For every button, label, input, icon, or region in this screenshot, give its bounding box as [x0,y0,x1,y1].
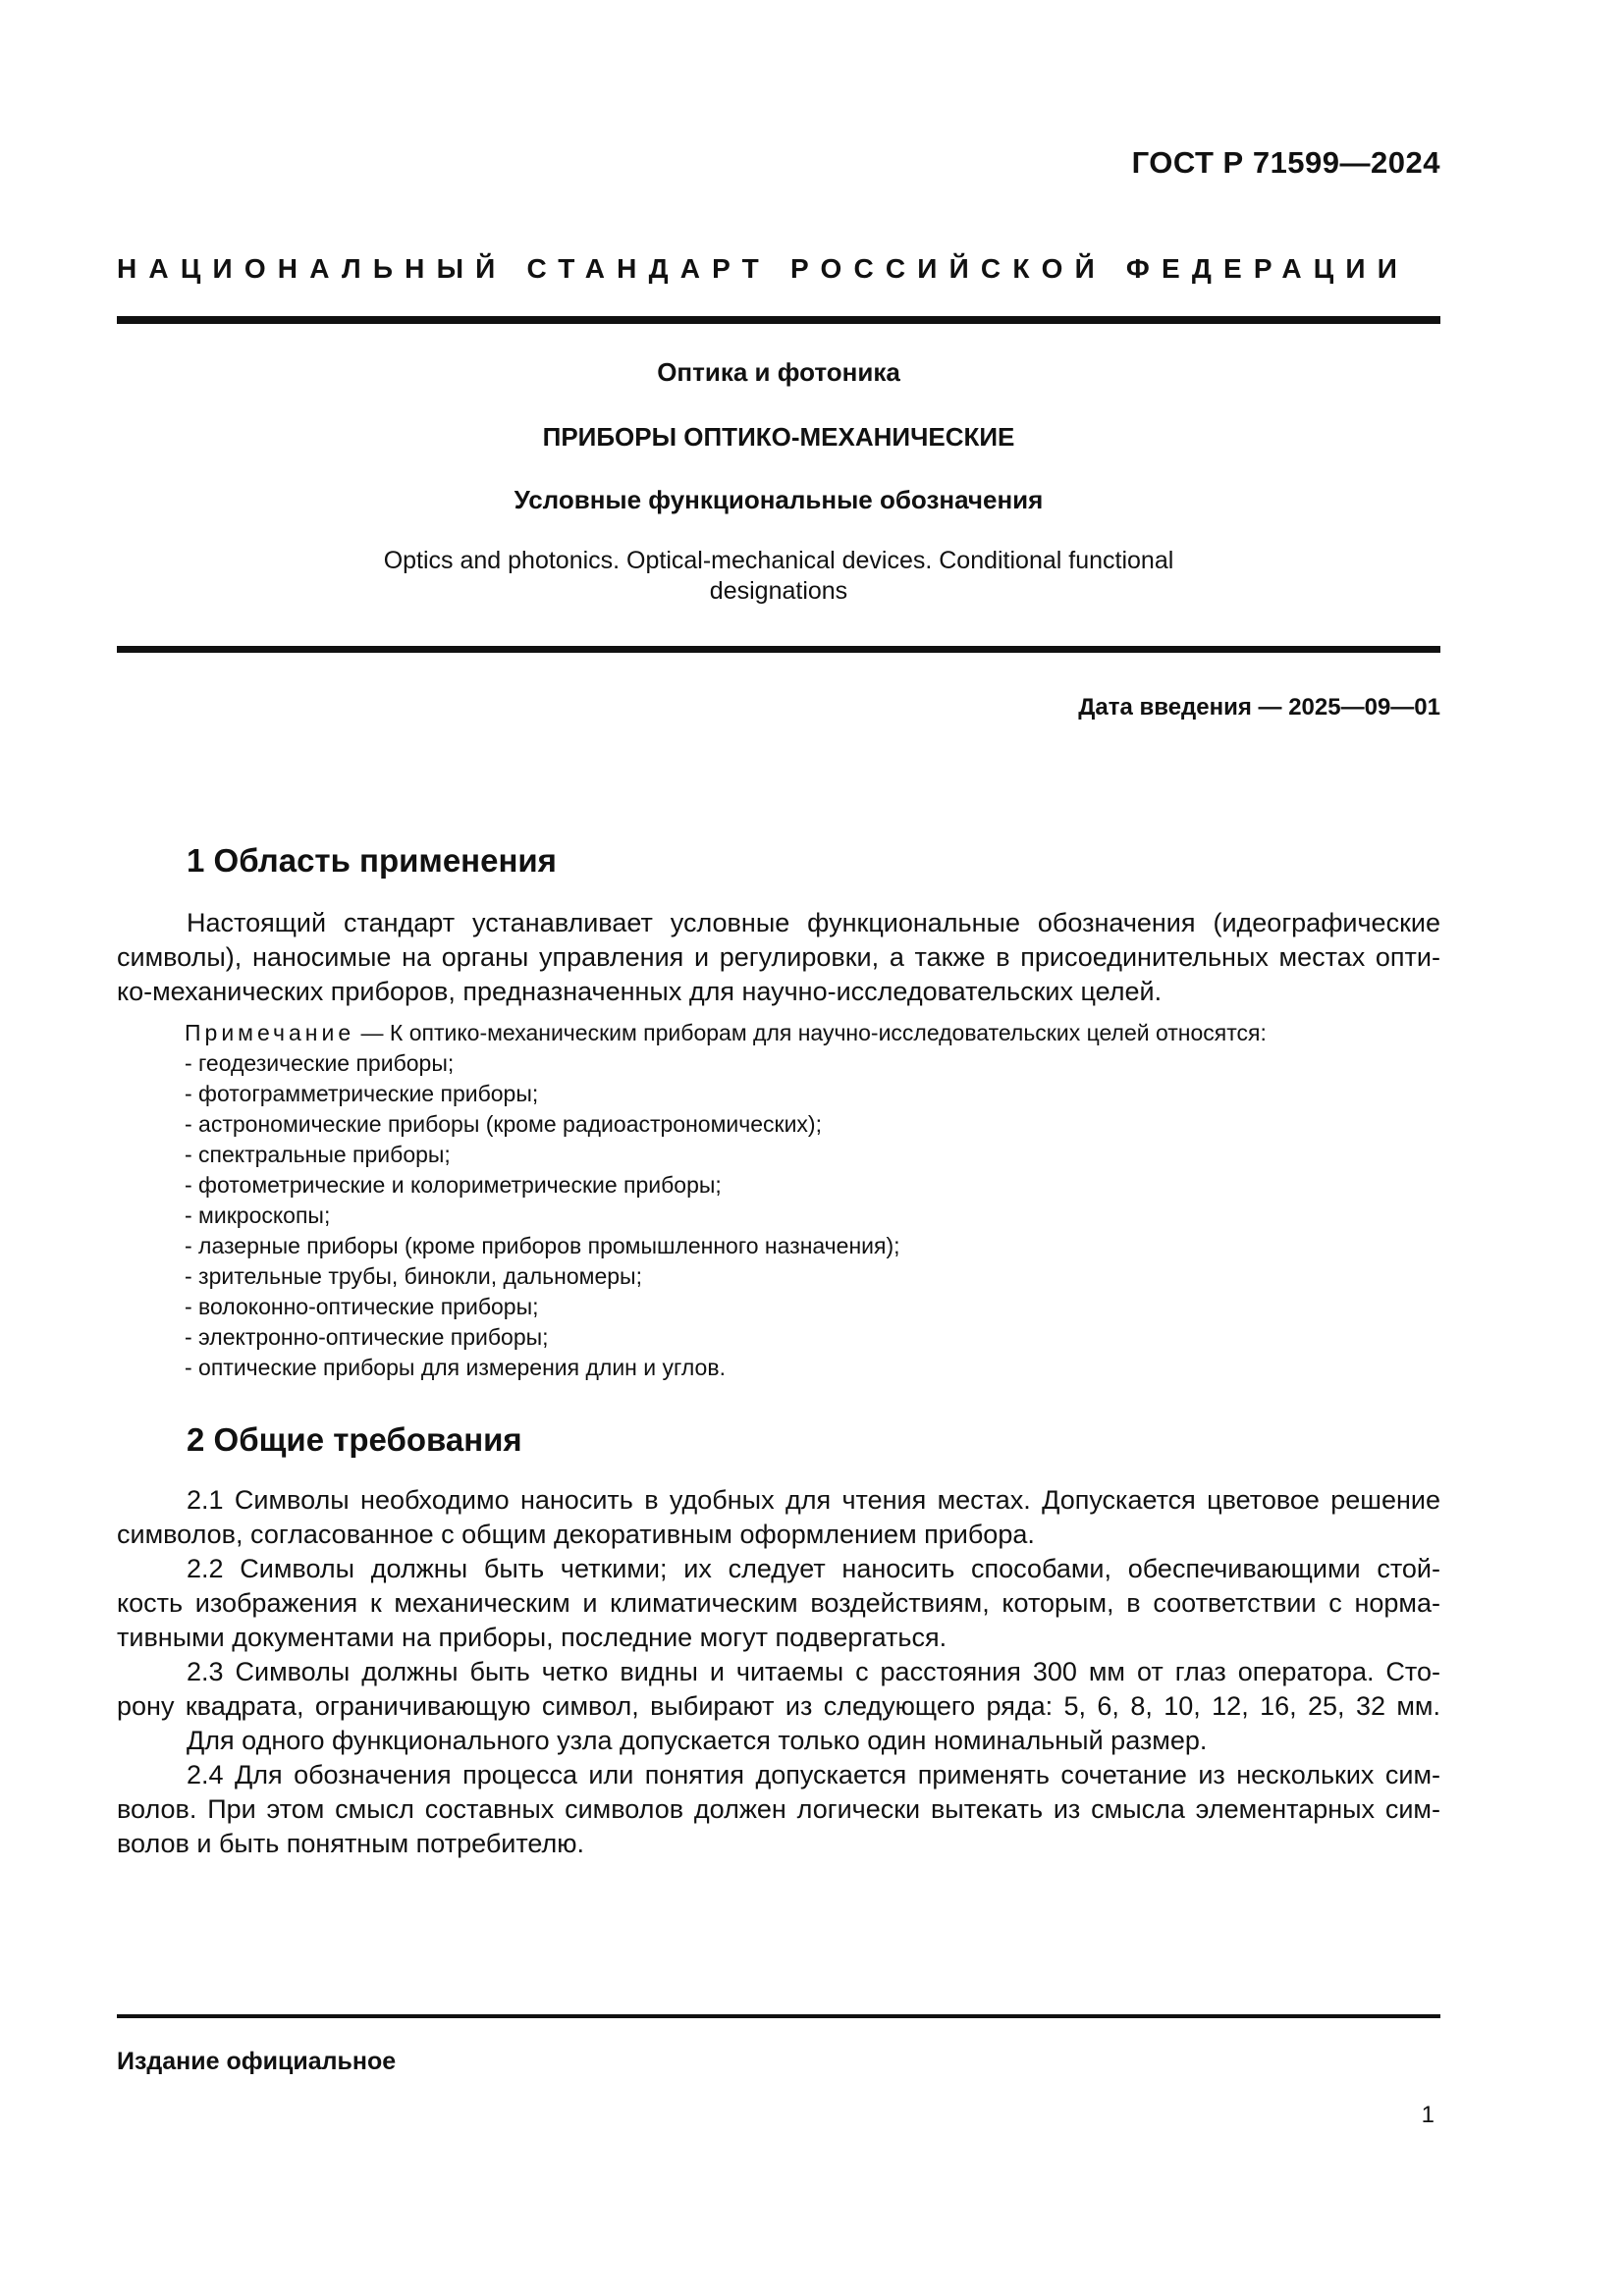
standard-title: ПРИБОРЫ ОПТИКО-МЕХАНИЧЕСКИЕ [542,422,1015,452]
paragraph-line: 2.2 Символы должны быть четкими; их следует наносить способами, обеспечивающими стой- [187,1554,1440,1583]
paragraph-line: символов, согласованное с общим декоративным оформлением прибора. [117,1520,1035,1549]
note-list [185,1048,1440,1383]
list-item: - электронно-оптические приборы; [185,1324,549,1350]
paragraph-line: Для одного функционального узла допускается только один номинальный размер. [187,1726,1208,1755]
list-item: - микроскопы; [185,1202,331,1228]
list-item: - волоконно-оптические приборы; [185,1294,539,1319]
section-2-paragraphs [117,1483,1440,1861]
paragraph-line: волов. При этом смысл составных символов должен логически вытекать из смысла элементарных сим- [117,1794,1440,1824]
top-divider [117,316,1440,324]
list-item: - астрономические приборы (кроме радиоастрономических); [185,1111,822,1137]
list-item: - лазерные приборы (кроме приборов промышленного назначения); [185,1233,900,1258]
list-item: - геодезические приборы; [185,1050,455,1076]
document-number: ГОСТ Р 71599—2024 [1131,145,1440,180]
paragraph-line: рону квадрата, ограничивающую символ, выбирают из следующего ряда: 5, 6, 8, 10, 12, 16, 25, 32 мм. [117,1691,1440,1721]
standard-section-name: Оптика и фотоника [657,357,900,387]
paragraph-line: кость изображения к механическим и климатическим воздействиям, которым, в соответствии с норма- [117,1588,1440,1618]
section-1-heading: 1 Область применения [187,842,557,879]
paragraph-line: волов и быть понятным потребителю. [117,1829,585,1858]
paragraph-line: Настоящий стандарт устанавливает условные функциональные обозначения (идеографические [187,908,1440,937]
footer-divider [117,2014,1440,2018]
paragraph-line: 2.4 Для обозначения процесса или понятия допускается применять сочетание из нескольких сим- [187,1760,1440,1789]
paragraph-line: символы), наносимые на органы управления и регулировки, а также в присоединительных местах опти- [117,942,1440,972]
official-edition-label: Издание официальное [117,2048,397,2075]
national-standard-banner: НАЦИОНАЛЬНЫЙ СТАНДАРТ РОССИЙСКОЙ ФЕДЕРАЦИИ [117,253,1410,284]
english-title-line-1: Optics and photonics. Optical-mechanical devices. Conditional functional [383,547,1174,574]
english-title [117,546,1440,607]
list-item: - зрительные трубы, бинокли, дальномеры; [185,1263,642,1289]
english-title-line-2: designations [709,577,848,605]
section-1-paragraph [117,906,1440,1009]
page-number: 1 [1421,2102,1435,2128]
note-block [185,1018,1440,1383]
list-item: - фотограмметрические приборы; [185,1081,539,1106]
paragraph-line: ко-механических приборов, предназначенных для научно-исследовательских целей. [117,977,1163,1006]
note-label: Примечание [185,1020,355,1045]
introduction-date: Дата введения — 2025—09—01 [1078,694,1440,721]
section-2-heading: 2 Общие требования [187,1421,522,1458]
note-text: — К оптико-механическим приборам для научно-исследовательских целей относятся: [354,1020,1267,1045]
paragraph-line: 2.1 Символы необходимо наносить в удобных для чтения местах. Допускается цветовое решение [187,1485,1440,1515]
paragraph-line: 2.3 Символы должны быть четко видны и читаемы с расстояния 300 мм от глаз оператора. Сто- [187,1657,1440,1686]
standard-subtitle: Условные функциональные обозначения [514,485,1044,514]
list-item: - фотометрические и колориметрические приборы; [185,1172,722,1198]
note-intro [185,1018,1440,1048]
list-item: - спектральные приборы; [185,1142,451,1167]
list-item: - оптические приборы для измерения длин и углов. [185,1355,726,1380]
paragraph-line: тивными документами на приборы, последние могут подвергаться. [117,1623,947,1652]
title-divider [117,646,1440,653]
